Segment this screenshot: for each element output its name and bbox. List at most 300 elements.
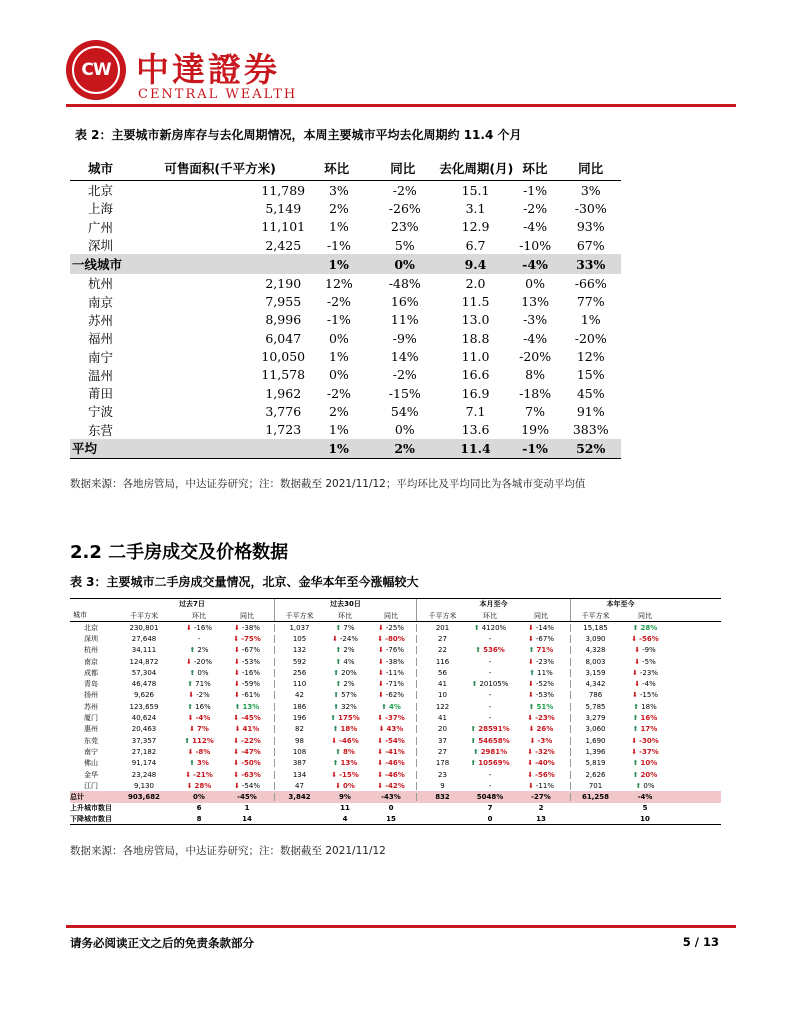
table3-value-text: 23 (438, 770, 447, 779)
table3-value-cell (220, 793, 274, 801)
table2-value-cell: -18% (519, 385, 552, 401)
table3-value-cell (512, 714, 570, 722)
table3-value-cell (620, 691, 670, 699)
arrow-down-icon: ⬇ (528, 623, 534, 632)
table3-value-cell (324, 725, 366, 733)
arrow-down-icon: ⬇ (378, 657, 384, 666)
table3-value-cell (274, 635, 324, 643)
table3-value-cell (178, 669, 220, 677)
table3-value-text: 2 (538, 804, 544, 813)
arrow-down-icon: ⬇ (233, 770, 240, 779)
table3-value-text: 9% (339, 793, 351, 802)
table2-value-cell: 13% (521, 294, 549, 310)
table3-value-text: -30% (639, 736, 659, 745)
table2-value-cell: 2% (328, 200, 349, 216)
second-hand-transactions-table (70, 598, 721, 825)
table3-value-text: 18% (641, 702, 657, 711)
disclaimer-note: 请务必阅读正文之后的免责条款部分 (70, 936, 254, 950)
table3-value-cell (110, 691, 178, 699)
table3-value-text: 2,626 (585, 770, 606, 779)
table3-subheader: 环比 (192, 611, 206, 620)
table2-value-cell: -20% (574, 330, 607, 346)
table3-value-text: 41 (438, 680, 447, 689)
arrow-up-icon: ⬆ (333, 702, 340, 711)
table3-value-text: 186 (292, 702, 307, 711)
table3-value-text: -16% (193, 623, 212, 632)
table3-city-cell: 上升城市数目 (70, 804, 112, 813)
table3-value-cell (324, 815, 366, 823)
table3-value-cell (178, 714, 220, 722)
table2-value-cell: 3% (580, 182, 601, 198)
table3-value-cell (178, 815, 220, 823)
table3-value-cell (468, 759, 512, 767)
table2-header-cycle: 去化周期(月) (439, 161, 514, 176)
table2-city-cell: 莆田 (88, 386, 114, 402)
arrow-up-icon: ⬆ (471, 680, 478, 689)
brand-name-cn: 中達證券 (136, 50, 280, 89)
table3-value-cell (324, 624, 366, 632)
arrow-down-icon: ⬇ (378, 646, 384, 655)
table3-value-text: -32% (535, 747, 555, 756)
table3-value-text: - (488, 691, 492, 700)
table2-city-cell: 宁波 (88, 404, 114, 420)
arrow-up-icon: ⬆ (472, 747, 479, 756)
arrow-down-icon: ⬇ (234, 646, 240, 655)
table2-summary-row (70, 439, 621, 459)
table3-value-cell (620, 624, 670, 632)
table3-value-text: -59% (241, 680, 260, 689)
table2-value-cell: 15% (576, 367, 605, 383)
table2-value-cell: 3.1 (465, 200, 486, 216)
table2-source-note: 数据来源：各地房管局，中达证券研究；注：数据截至 2021/11/12；平均环比及平均同比为各城市变动平均值 (70, 478, 586, 490)
arrow-up-icon: ⬆ (633, 702, 640, 711)
table3-value-cell (468, 793, 512, 801)
table3-value-cell (324, 669, 366, 677)
arrow-down-icon: ⬇ (528, 781, 534, 790)
table2-row (70, 311, 621, 329)
report-header (66, 28, 736, 108)
table3-value-cell (620, 680, 670, 688)
table3-value-cell (512, 624, 570, 632)
arrow-down-icon: ⬇ (185, 770, 192, 779)
arrow-down-icon: ⬇ (377, 770, 384, 779)
arrow-down-icon: ⬇ (233, 634, 240, 643)
table3-subheader-city: 城市 (73, 611, 87, 619)
table3-value-text: 14 (242, 814, 252, 823)
table3-value-cell (468, 680, 512, 688)
table3-value-cell (570, 714, 620, 722)
table3-value-cell (324, 635, 366, 643)
table3-value-text: 11% (537, 668, 553, 677)
table3-value-text: 701 (588, 781, 603, 790)
table3-value-text: -62% (385, 691, 404, 700)
arrow-down-icon: ⬇ (529, 736, 536, 745)
arrow-up-icon: ⬆ (333, 691, 340, 700)
table3-value-cell (620, 759, 670, 767)
table3-value-cell (324, 691, 366, 699)
table3-value-text: 47 (295, 781, 304, 790)
table2-value-cell: 7.1 (465, 403, 486, 419)
table3-value-cell (220, 725, 274, 733)
arrow-down-icon: ⬇ (527, 770, 534, 779)
table2-value-cell: -4% (523, 330, 548, 346)
table3-value-text: - (488, 657, 492, 666)
table2-value-cell: 54% (390, 403, 419, 419)
table3-value-cell (220, 680, 274, 688)
table2-value-cell: 2% (328, 403, 349, 419)
table3-value-text: 28% (194, 781, 212, 790)
table3-value-cell (620, 658, 670, 666)
table3-value-cell (468, 703, 512, 711)
table3-value-text: 13% (340, 759, 358, 768)
table2-value-cell: 12% (325, 275, 353, 291)
table3-city-cell: 佛山 (84, 759, 98, 768)
table3-row (70, 769, 721, 780)
table2-city-cell: 福州 (88, 331, 114, 347)
arrow-up-icon: ⬆ (189, 759, 195, 768)
table2-header-area: 可售面积(千平方米) (164, 161, 276, 176)
table2-value-cell: -15% (388, 385, 421, 401)
table3-value-text: 4,328 (585, 646, 606, 655)
table3-value-text: 20 (438, 725, 447, 734)
arrow-up-icon: ⬆ (632, 759, 639, 768)
table3-value-text: -23% (639, 668, 658, 677)
table3-value-cell (178, 691, 220, 699)
table3-city-cell: 扬州 (84, 691, 98, 700)
table2-value-cell: 11.0 (461, 349, 490, 365)
table3-value-cell (220, 703, 274, 711)
table3-value-cell (512, 793, 570, 801)
table3-value-cell (178, 804, 220, 812)
table2-value-cell: 33% (576, 256, 606, 272)
table3-value-text: -53% (241, 657, 260, 666)
table3-value-text: 91,174 (131, 759, 157, 768)
table3-value-text: 37,357 (131, 736, 157, 745)
table3-value-cell (512, 815, 570, 823)
table2-value-cell: 18.8 (461, 330, 490, 346)
table3-value-cell (220, 635, 274, 643)
table2-value-cell: -20% (519, 349, 552, 365)
table3-value-text: -76% (385, 646, 404, 655)
table2-value-cell: 3% (328, 182, 349, 198)
table3-value-cell (324, 782, 366, 790)
table3-value-cell (468, 691, 512, 699)
table2-city-cell: 一线城市 (72, 257, 123, 273)
table3-value-cell (274, 646, 324, 654)
table3-city-cell: 江门 (84, 781, 98, 790)
table2-value-cell: 0% (328, 367, 349, 383)
table3-value-cell (416, 680, 468, 688)
table2-city-cell: 南宁 (88, 349, 114, 365)
table3-value-cell (468, 646, 512, 654)
table3-value-text: 3% (196, 759, 209, 768)
table3-row (70, 746, 721, 757)
table3-value-text: 5048% (476, 793, 504, 802)
table3-value-cell (366, 658, 416, 666)
table2-row (70, 347, 621, 365)
table3-value-cell (366, 748, 416, 756)
table3-value-text: 7 (487, 804, 493, 813)
table3-value-text: 2981% (480, 747, 508, 756)
table3-value-text: 42 (295, 691, 304, 700)
arrow-down-icon: ⬇ (631, 634, 638, 643)
table3-value-text: 27 (438, 634, 447, 643)
table3-value-text: 13 (536, 814, 546, 823)
arrow-down-icon: ⬇ (233, 747, 240, 756)
arrow-down-icon: ⬇ (234, 725, 241, 734)
table2-value-cell: 5% (394, 237, 415, 253)
table3-value-cell (416, 737, 468, 745)
table3-value-cell (468, 748, 512, 756)
table3-value-cell (512, 737, 570, 745)
arrow-up-icon: ⬆ (335, 680, 342, 689)
table3-value-cell (220, 691, 274, 699)
arrow-down-icon: ⬇ (332, 634, 338, 643)
table3-value-cell (274, 658, 324, 666)
table3-value-text: -45% (237, 793, 257, 802)
table3-value-cell (570, 646, 620, 654)
table3-value-text: 27,182 (131, 747, 157, 756)
table3-value-cell (324, 759, 366, 767)
arrow-down-icon: ⬇ (234, 623, 240, 632)
table3-value-text: -38% (385, 657, 404, 666)
table2-value-cell: 93% (576, 219, 605, 235)
arrow-down-icon: ⬇ (187, 747, 194, 756)
table2-value-cell: 11,101 (261, 219, 306, 235)
table3-value-cell (468, 804, 512, 812)
table3-value-text: 23,248 (131, 770, 157, 779)
table3-value-cell (220, 624, 274, 632)
arrow-down-icon: ⬇ (189, 725, 195, 734)
table2-value-cell: 19% (521, 422, 549, 438)
logo-mark: CW (81, 60, 111, 80)
arrow-down-icon: ⬇ (378, 680, 384, 689)
table2-value-cell: -2% (392, 367, 417, 383)
table2-caption: 表 2：主要城市新房库存与去化周期情况，本周主要城市平均去化周期约 11.4 个月 (75, 128, 522, 142)
table3-value-cell (366, 714, 416, 722)
arrow-down-icon: ⬇ (632, 668, 638, 677)
table3-value-cell (324, 793, 366, 801)
table3-value-cell (110, 714, 178, 722)
table3-value-text: 28% (640, 623, 658, 632)
table2-header-row (70, 159, 621, 181)
table3-value-text: -22% (241, 736, 261, 745)
table2-value-cell: 1% (328, 219, 349, 235)
table3-value-text: -63% (241, 770, 261, 779)
table3-value-text: - (197, 634, 201, 643)
table3-row (70, 678, 721, 689)
table3-value-text: -15% (639, 691, 658, 700)
arrow-down-icon: ⬇ (528, 657, 534, 666)
table3-value-cell (274, 624, 324, 632)
table3-value-cell (416, 782, 468, 790)
table3-city-cell: 成都 (84, 668, 98, 677)
arrow-down-icon: ⬇ (331, 770, 338, 779)
table3-value-text: 3,090 (585, 634, 606, 643)
arrow-down-icon: ⬇ (631, 747, 638, 756)
table3-value-text: 903,682 (128, 793, 160, 802)
table3-city-cell: 厦门 (84, 714, 98, 723)
table3-value-cell (366, 669, 416, 677)
table3-city-cell: 青岛 (84, 680, 98, 689)
table3-value-cell (416, 771, 468, 779)
table3-value-cell (512, 658, 570, 666)
arrow-up-icon: ⬆ (333, 668, 340, 677)
table2-header-mom: 环比 (324, 161, 350, 176)
table3-value-text: - (488, 668, 492, 677)
table3-value-cell (416, 669, 468, 677)
table3-value-cell (274, 714, 324, 722)
table3-value-cell (366, 793, 416, 801)
table2-value-cell: 1% (328, 256, 349, 272)
table3-value-text: -46% (339, 736, 359, 745)
table3-value-cell (324, 804, 366, 812)
arrow-down-icon: ⬇ (377, 634, 384, 643)
table3-value-cell (570, 793, 620, 801)
table2-row (70, 402, 621, 420)
table3-value-cell (366, 703, 416, 711)
arrow-up-icon: ⬆ (234, 702, 241, 711)
table3-value-text: - (488, 770, 492, 779)
table3-value-cell (620, 635, 670, 643)
table3-value-cell (468, 669, 512, 677)
table2-value-cell: 0% (525, 275, 546, 291)
table3-value-cell (220, 782, 274, 790)
arrow-down-icon: ⬇ (186, 781, 193, 790)
table3-subheader: 环比 (483, 611, 497, 620)
table3-value-cell (620, 793, 670, 801)
table3-value-text: -4% (637, 793, 653, 802)
table3-value-text: -25% (385, 623, 404, 632)
table3-value-cell (468, 725, 512, 733)
table2-value-cell: 7,955 (265, 294, 302, 310)
table2-city-cell: 苏州 (88, 312, 114, 328)
table3-value-text: 132 (292, 646, 307, 655)
arrow-down-icon: ⬇ (377, 714, 384, 723)
page-number: 5 / 13 (682, 935, 719, 949)
table3-up-count-row (70, 803, 721, 814)
table3-value-cell (366, 815, 416, 823)
table2-value-cell: -4% (523, 219, 548, 235)
table3-value-text: 592 (292, 657, 307, 666)
table2-value-cell: 1% (580, 312, 601, 328)
table3-value-text: 28591% (478, 725, 510, 734)
table3-value-cell (110, 748, 178, 756)
table3-value-text: -75% (241, 634, 261, 643)
table3-value-text: 9,626 (133, 691, 155, 700)
arrow-up-icon: ⬆ (381, 702, 387, 711)
arrow-up-icon: ⬆ (184, 736, 191, 745)
table2-value-cell: -2% (523, 200, 548, 216)
table3-value-cell (366, 624, 416, 632)
arrow-up-icon: ⬆ (529, 668, 536, 677)
table3-value-text: -67% (535, 634, 554, 643)
table3-value-cell (178, 680, 220, 688)
table3-group-mtd: 本月至今 (416, 599, 570, 610)
table2-value-cell: 1% (328, 422, 349, 438)
table3-row (70, 645, 721, 656)
table3-value-text: 11 (340, 804, 350, 813)
table3-value-text: 27 (438, 747, 447, 756)
arrow-down-icon: ⬇ (528, 725, 535, 734)
table3-source-note: 数据来源：各地房管局，中达证券研究；注：数据截至 2021/11/12 (70, 845, 386, 857)
table3-value-text: 7% (343, 623, 355, 632)
table3-value-text: 43% (386, 725, 404, 734)
table3-value-cell (220, 737, 274, 745)
arrow-down-icon: ⬇ (378, 668, 384, 677)
table3-row (70, 667, 721, 678)
table3-subheader: 千平方米 (130, 611, 158, 620)
table3-city-cell: 南京 (84, 657, 98, 666)
table3-value-text: 20,463 (131, 725, 157, 734)
table3-value-cell (324, 703, 366, 711)
table2-value-cell: 0% (394, 256, 415, 272)
arrow-up-icon: ⬆ (332, 725, 339, 734)
table3-value-cell (620, 714, 670, 722)
table3-value-text: -15% (339, 770, 359, 779)
arrow-down-icon: ⬇ (377, 736, 384, 745)
table3-value-cell (274, 691, 324, 699)
table2-value-cell: 5,149 (265, 200, 302, 216)
table3-value-cell (512, 771, 570, 779)
arrow-down-icon: ⬇ (188, 691, 195, 700)
arrow-up-icon: ⬆ (632, 725, 639, 734)
table3-value-cell (178, 646, 220, 654)
table3-value-text: 0% (197, 668, 209, 677)
table3-value-cell (220, 658, 274, 666)
table2-row (70, 274, 621, 292)
table3-value-text: 0% (193, 793, 205, 802)
table2-value-cell: 14% (390, 349, 419, 365)
arrow-down-icon: ⬇ (234, 680, 240, 689)
table3-value-text: -42% (385, 781, 405, 790)
table3-value-text: -5% (642, 657, 656, 666)
arrow-down-icon: ⬇ (528, 634, 534, 643)
table3-value-cell (274, 759, 324, 767)
table3-value-text: -23% (535, 714, 555, 723)
arrow-up-icon: ⬆ (330, 714, 337, 723)
table3-value-cell (512, 782, 570, 790)
table3-value-cell (220, 714, 274, 722)
arrow-up-icon: ⬆ (335, 657, 342, 666)
table3-value-text: 15 (386, 814, 396, 823)
arrow-down-icon: ⬇ (378, 691, 384, 700)
table2-city-cell: 东营 (88, 422, 114, 438)
table3-value-text: 112% (192, 736, 214, 745)
table2-value-cell: -30% (574, 200, 607, 216)
table3-value-cell (220, 815, 274, 823)
table3-value-text: 34,111 (131, 646, 157, 655)
table2-row (70, 366, 621, 384)
table3-value-cell (416, 725, 468, 733)
table3-value-cell (366, 646, 416, 654)
table3-subheader: 同比 (384, 611, 398, 620)
table3-value-cell (620, 725, 670, 733)
table3-value-text: 20% (341, 668, 357, 677)
table3-value-text: 6 (196, 804, 202, 813)
table3-value-cell (366, 782, 416, 790)
table3-value-cell (110, 669, 178, 677)
table3-subheader: 千平方米 (416, 610, 468, 621)
table3-subheader: 千平方米 (570, 610, 620, 621)
footer-divider (66, 925, 736, 928)
table3-value-text: 15,185 (583, 623, 608, 632)
table3-value-cell (178, 793, 220, 801)
arrow-up-icon: ⬆ (332, 759, 339, 768)
table2-value-cell: 1,723 (265, 422, 302, 438)
table2-value-cell: 2% (394, 440, 415, 456)
table3-value-cell (416, 748, 468, 756)
